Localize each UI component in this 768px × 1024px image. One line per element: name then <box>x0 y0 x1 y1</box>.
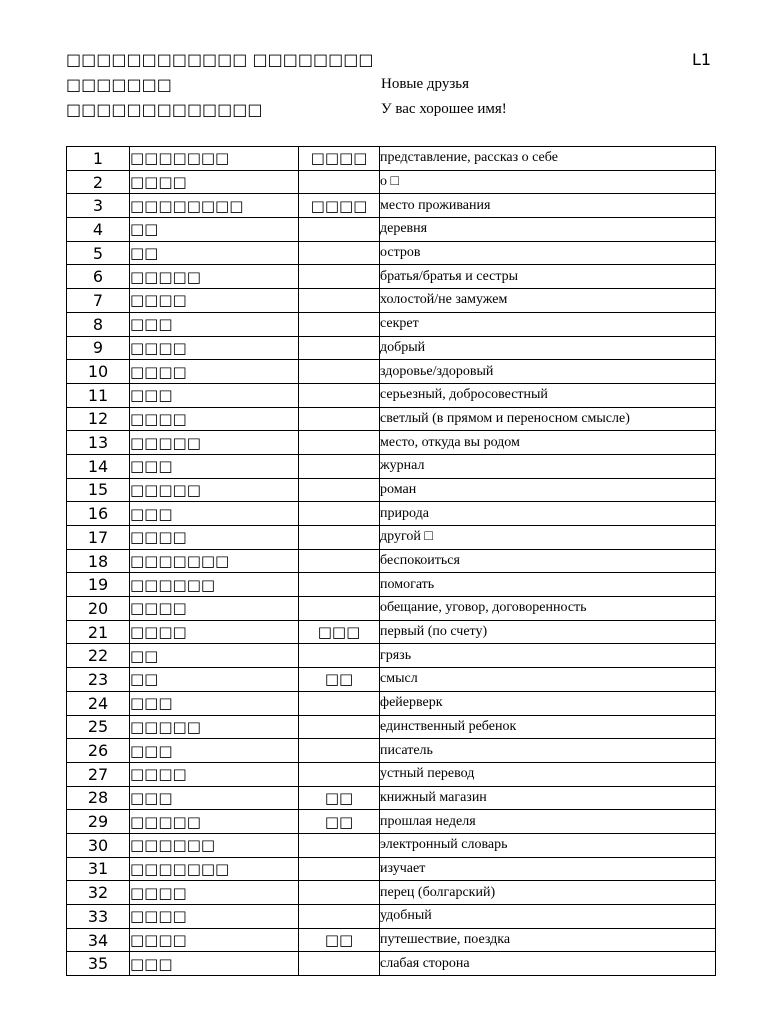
kanji-form <box>299 218 380 242</box>
row-number: 20 <box>67 597 130 621</box>
japanese-word: □□□□ <box>130 620 299 644</box>
japanese-word: □□□ <box>130 786 299 810</box>
japanese-word: □□ <box>130 218 299 242</box>
japanese-word: □□□□□ <box>130 478 299 502</box>
russian-translation: единственный ребенок <box>380 715 716 739</box>
row-number: 23 <box>67 668 130 692</box>
kanji-form: □□□ <box>299 620 380 644</box>
document-title: □□□□□□□□□□□□ □□□□□□□□ <box>66 50 374 69</box>
kanji-form <box>299 573 380 597</box>
russian-translation: устный перевод <box>380 762 716 786</box>
vocab-row <box>67 833 716 857</box>
kanji-form <box>299 360 380 384</box>
russian-translation: смысл <box>380 668 716 692</box>
vocab-row <box>67 360 716 384</box>
row-number: 11 <box>67 383 130 407</box>
row-number: 35 <box>67 952 130 976</box>
kanji-form: □□ <box>299 668 380 692</box>
vocab-row <box>67 526 716 550</box>
japanese-word: □□□ <box>130 312 299 336</box>
kanji-form <box>299 336 380 360</box>
russian-translation: удобный <box>380 905 716 929</box>
row-number: 25 <box>67 715 130 739</box>
russian-translation: обещание, уговор, договоренность <box>380 597 716 621</box>
japanese-word: □□ <box>130 644 299 668</box>
russian-translation: беспокоиться <box>380 549 716 573</box>
japanese-word: □□□□ <box>130 928 299 952</box>
vocabulary-table-body <box>67 147 716 976</box>
russian-translation: писатель <box>380 739 716 763</box>
kanji-form <box>299 312 380 336</box>
kanji-form <box>299 597 380 621</box>
japanese-word: □□□□□ <box>130 265 299 289</box>
japanese-word: □□□□□□ <box>130 833 299 857</box>
kanji-form <box>299 905 380 929</box>
kanji-form <box>299 454 380 478</box>
row-number: 10 <box>67 360 130 384</box>
vocab-row <box>67 502 716 526</box>
japanese-word: □□□□□□□ <box>130 549 299 573</box>
russian-translation: перец (болгарский) <box>380 881 716 905</box>
kanji-form <box>299 526 380 550</box>
kanji-form <box>299 383 380 407</box>
japanese-word: □□□□□ <box>130 810 299 834</box>
russian-translation: изучает <box>380 857 716 881</box>
row-number: 27 <box>67 762 130 786</box>
row-number: 3 <box>67 194 130 218</box>
japanese-word: □□□□ <box>130 881 299 905</box>
russian-translation: деревня <box>380 218 716 242</box>
japanese-word: □□□□□□□ <box>130 857 299 881</box>
japanese-word: □□□□ <box>130 526 299 550</box>
vocab-row <box>67 928 716 952</box>
row-number: 13 <box>67 431 130 455</box>
kanji-form <box>299 549 380 573</box>
row-number: 16 <box>67 502 130 526</box>
russian-translation: природа <box>380 502 716 526</box>
russian-translation: слабая сторона <box>380 952 716 976</box>
japanese-word: □□□□ <box>130 407 299 431</box>
russian-translation: братья/братья и сестры <box>380 265 716 289</box>
row-number: 32 <box>67 881 130 905</box>
vocab-row <box>67 194 716 218</box>
vocab-row <box>67 691 716 715</box>
vocab-row <box>67 265 716 289</box>
subtitle-jp: □□□□□□□ <box>66 75 172 94</box>
row-number: 9 <box>67 336 130 360</box>
row-number: 22 <box>67 644 130 668</box>
kanji-form <box>299 762 380 786</box>
vocab-row <box>67 668 716 692</box>
russian-translation: здоровье/здоровый <box>380 360 716 384</box>
row-number: 21 <box>67 620 130 644</box>
kanji-form: □□□□ <box>299 194 380 218</box>
phrase-jp: □□□□□□□□□□□□□ <box>66 100 263 119</box>
kanji-form <box>299 739 380 763</box>
vocab-row <box>67 952 716 976</box>
vocab-row <box>67 715 716 739</box>
kanji-form: □□□□ <box>299 147 380 171</box>
row-number: 15 <box>67 478 130 502</box>
vocab-row <box>67 170 716 194</box>
vocab-row <box>67 241 716 265</box>
russian-translation: представление, рассказ о себе <box>380 147 716 171</box>
japanese-word: □□□□ <box>130 170 299 194</box>
vocab-row <box>67 407 716 431</box>
russian-translation: путешествие, поездка <box>380 928 716 952</box>
vocab-row <box>67 881 716 905</box>
kanji-form <box>299 644 380 668</box>
row-number: 5 <box>67 241 130 265</box>
russian-translation: холостой/не замужем <box>380 289 716 313</box>
japanese-word: □□□ <box>130 454 299 478</box>
russian-translation: первый (по счету) <box>380 620 716 644</box>
row-number: 8 <box>67 312 130 336</box>
russian-translation: место проживания <box>380 194 716 218</box>
row-number: 7 <box>67 289 130 313</box>
kanji-form: □□ <box>299 810 380 834</box>
japanese-word: □□□□ <box>130 336 299 360</box>
russian-translation: другой □ <box>380 526 716 550</box>
russian-translation: секрет <box>380 312 716 336</box>
japanese-word: □□□ <box>130 739 299 763</box>
row-number: 33 <box>67 905 130 929</box>
vocab-row <box>67 905 716 929</box>
japanese-word: □□□□□□ <box>130 573 299 597</box>
lesson-code: L1 <box>692 50 712 69</box>
kanji-form <box>299 170 380 194</box>
russian-translation: помогать <box>380 573 716 597</box>
russian-translation: серьезный, добросовестный <box>380 383 716 407</box>
japanese-word: □□ <box>130 241 299 265</box>
russian-translation: прошлая неделя <box>380 810 716 834</box>
kanji-form <box>299 691 380 715</box>
vocab-row <box>67 218 716 242</box>
subtitle-ru: Новые друзья <box>381 76 470 92</box>
vocab-row <box>67 786 716 810</box>
vocab-row <box>67 478 716 502</box>
row-number: 26 <box>67 739 130 763</box>
russian-translation: о □ <box>380 170 716 194</box>
kanji-form <box>299 715 380 739</box>
kanji-form <box>299 833 380 857</box>
kanji-form <box>299 431 380 455</box>
row-number: 34 <box>67 928 130 952</box>
russian-translation: светлый (в прямом и переносном смысле) <box>380 407 716 431</box>
row-number: 29 <box>67 810 130 834</box>
japanese-word: □□□□ <box>130 762 299 786</box>
japanese-word: □□□ <box>130 502 299 526</box>
russian-translation: журнал <box>380 454 716 478</box>
japanese-word: □□ <box>130 668 299 692</box>
japanese-word: □□□ <box>130 691 299 715</box>
row-number: 2 <box>67 170 130 194</box>
japanese-word: □□□□ <box>130 597 299 621</box>
vocab-row <box>67 383 716 407</box>
japanese-word: □□□□□□□ <box>130 147 299 171</box>
russian-translation: фейерверк <box>380 691 716 715</box>
vocabulary-table <box>66 146 716 976</box>
kanji-form <box>299 857 380 881</box>
japanese-word: □□□□□ <box>130 715 299 739</box>
row-number: 4 <box>67 218 130 242</box>
vocab-row <box>67 147 716 171</box>
kanji-form <box>299 265 380 289</box>
kanji-form <box>299 241 380 265</box>
row-number: 18 <box>67 549 130 573</box>
vocab-row <box>67 620 716 644</box>
row-number: 6 <box>67 265 130 289</box>
vocab-row <box>67 336 716 360</box>
japanese-word: □□□ <box>130 952 299 976</box>
vocab-row <box>67 549 716 573</box>
row-number: 24 <box>67 691 130 715</box>
vocab-row <box>67 573 716 597</box>
vocab-row <box>67 739 716 763</box>
japanese-word: □□□□□□□□ <box>130 194 299 218</box>
russian-translation: место, откуда вы родом <box>380 431 716 455</box>
russian-translation: остров <box>380 241 716 265</box>
vocab-row <box>67 762 716 786</box>
row-number: 12 <box>67 407 130 431</box>
kanji-form <box>299 407 380 431</box>
russian-translation: грязь <box>380 644 716 668</box>
kanji-form <box>299 881 380 905</box>
vocab-row <box>67 289 716 313</box>
row-number: 31 <box>67 857 130 881</box>
vocab-row <box>67 431 716 455</box>
vocab-row <box>67 644 716 668</box>
kanji-form <box>299 289 380 313</box>
kanji-form <box>299 952 380 976</box>
japanese-word: □□□ <box>130 383 299 407</box>
japanese-word: □□□□ <box>130 360 299 384</box>
vocab-row <box>67 454 716 478</box>
row-number: 28 <box>67 786 130 810</box>
kanji-form <box>299 478 380 502</box>
vocab-row <box>67 312 716 336</box>
row-number: 19 <box>67 573 130 597</box>
vocab-row <box>67 857 716 881</box>
russian-translation: электронный словарь <box>380 833 716 857</box>
japanese-word: □□□□ <box>130 289 299 313</box>
phrase-ru: У вас хорошее имя! <box>381 101 507 117</box>
row-number: 1 <box>67 147 130 171</box>
japanese-word: □□□□ <box>130 905 299 929</box>
russian-translation: роман <box>380 478 716 502</box>
row-number: 14 <box>67 454 130 478</box>
row-number: 30 <box>67 833 130 857</box>
kanji-form: □□ <box>299 928 380 952</box>
kanji-form <box>299 502 380 526</box>
russian-translation: добрый <box>380 336 716 360</box>
vocab-row <box>67 597 716 621</box>
russian-translation: книжный магазин <box>380 786 716 810</box>
kanji-form: □□ <box>299 786 380 810</box>
japanese-word: □□□□□ <box>130 431 299 455</box>
vocab-row <box>67 810 716 834</box>
row-number: 17 <box>67 526 130 550</box>
